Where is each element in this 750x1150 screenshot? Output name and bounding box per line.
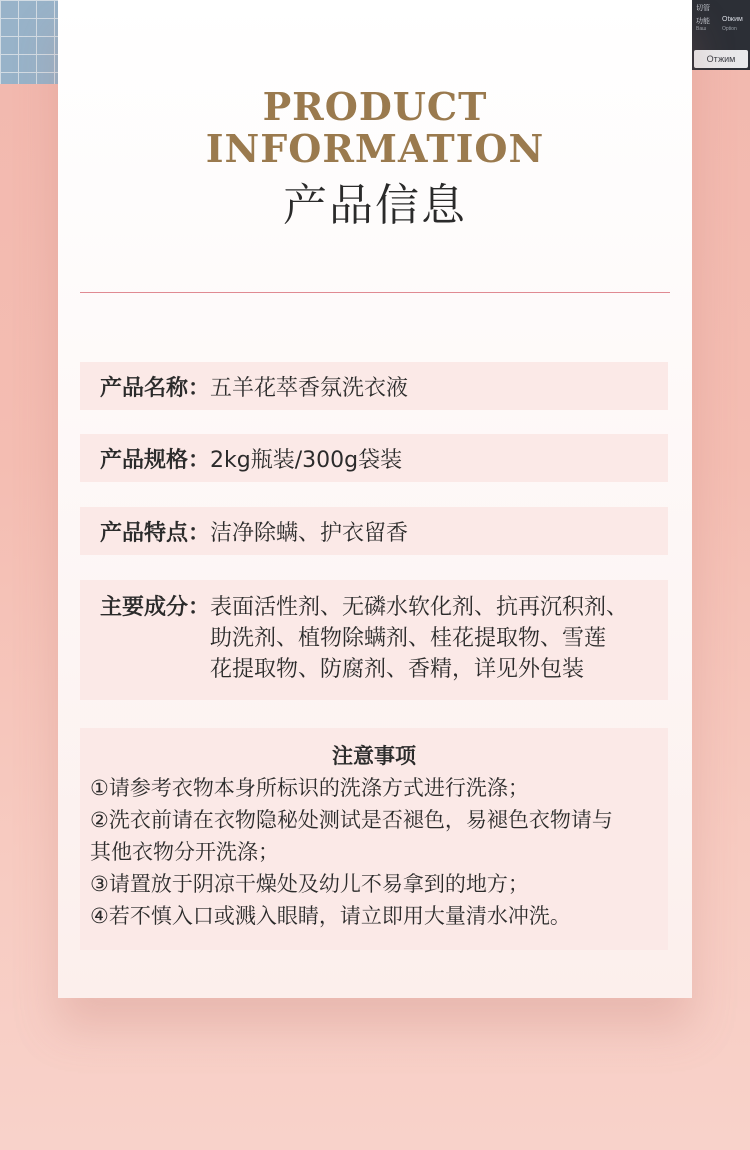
info-label: 产品名称：	[100, 375, 211, 401]
title-chinese: 产品信息	[283, 180, 467, 231]
info-row-features	[80, 507, 668, 555]
info-row-name	[80, 362, 668, 410]
notice-box	[80, 728, 668, 950]
title-english	[58, 86, 692, 170]
notice-item: ④若不慎入口或溅入眼睛，请立即用大量清水冲洗。	[90, 904, 571, 928]
panel-label: Otжим	[722, 16, 743, 23]
info-row-ingredients	[80, 580, 668, 700]
panel-label: Option	[722, 26, 737, 32]
background-machine-panel	[692, 0, 750, 70]
info-value: 表面活性剂、无磷水软化剂、抗再沉积剂、 助洗剂、植物除螨剂、桂花提取物、雪莲 花提取物、防腐剂、香精，详见外包装	[210, 595, 629, 682]
divider-line	[80, 292, 670, 293]
notice-item: ②洗衣前请在衣物隐秘处测试是否褪色，易褪色衣物请与	[90, 808, 613, 832]
title-english-line2: INFORMATION	[205, 126, 545, 171]
notice-title: 注意事项	[332, 744, 416, 768]
title-english-line1: PRODUCT	[262, 84, 488, 129]
panel-key: Отжим	[694, 50, 748, 68]
info-label: 产品特点：	[100, 520, 211, 546]
notice-item: ①请参考衣物本身所标识的洗涤方式进行洗涤；	[90, 776, 529, 800]
notice-item: 其他衣物分开洗涤；	[90, 840, 279, 864]
info-label: 产品规格：	[100, 447, 211, 473]
info-label: 主要成分：	[100, 595, 211, 620]
info-value: 2kg瓶装/300g袋装	[210, 447, 403, 473]
notice-item: ③请置放于阴凉干燥处及幼儿不易拿到的地方；	[90, 872, 529, 896]
info-row-spec	[80, 434, 668, 482]
info-value: 洁净除螨、护衣留香	[210, 520, 409, 546]
info-value: 五羊花萃香氛洗衣液	[210, 375, 409, 401]
product-info-card	[58, 0, 692, 998]
background-window-grid	[0, 0, 60, 84]
panel-label: 切管	[696, 5, 710, 12]
panel-label: 功能	[696, 18, 710, 25]
panel-label: Ваш	[696, 26, 707, 32]
